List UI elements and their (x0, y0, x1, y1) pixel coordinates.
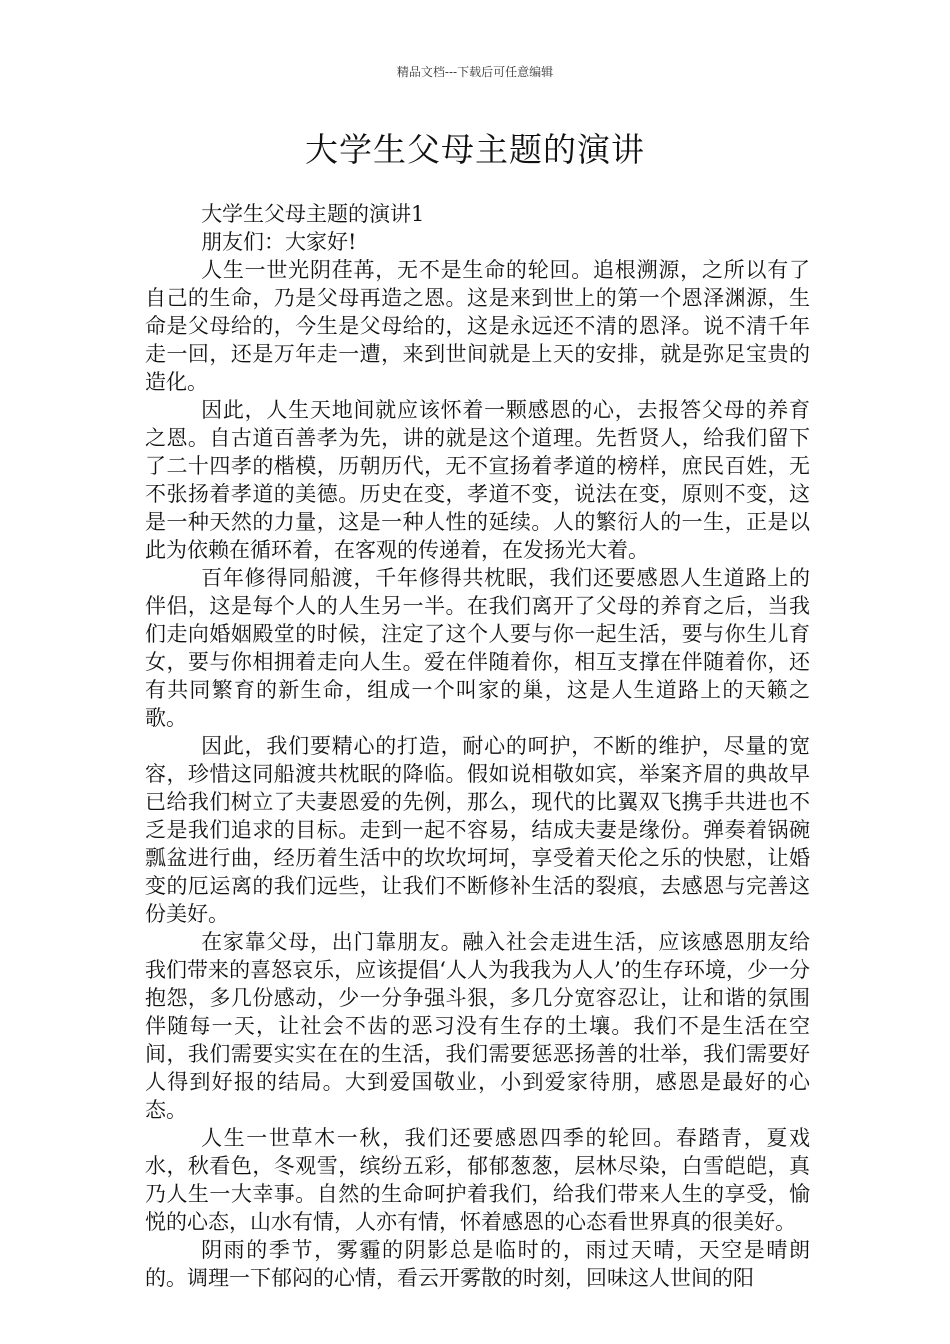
body-paragraph: 阴雨的季节，雾霾的阴影总是临时的，雨过天晴，天空是晴朗的。调理一下郁闷的心情，看云开雾散的时刻，回味这人世间的阳 (145, 1238, 810, 1290)
body-paragraph: 因此，人生天地间就应该怀着一颗感恩的心，去报答父母的养育之恩。自古道百善孝为先，讲的就是这个道理。先哲贤人，给我们留下了二十四孝的楷模，历朝历代，无不宣扬着孝道的榜样，庶民百姓，无不张扬着孝道的美德。历史在变，孝道不变，说法在变，原则不变，这是一种天然的力量，这是一种人性的延续。人的繁衍人的一生，正是以此为依赖在循环着，在客观的传递着，在发扬光大着。 (145, 398, 810, 562)
subtitle-paragraph: 大学生父母主题的演讲1 (201, 202, 425, 226)
body-paragraph: 人生一世草木一秋，我们还要感恩四季的轮回。春踏青，夏戏水，秋看色，冬观雪，缤纷五彩，郁郁葱葱，层林尽染，白雪皑皑，真乃人生一大幸事。自然的生命呵护着我们，给我们带来人生的享受，愉悦的心态，山水有情，人亦有情，怀着感恩的心态看世界真的很美好。 (145, 1126, 810, 1234)
page-header: 精品文档---下载后可任意编辑 (396, 65, 554, 79)
greeting-paragraph: 朋友们：大家好! (201, 230, 357, 254)
document-body (145, 200, 810, 1292)
body-paragraph: 在家靠父母，出门靠朋友。融入社会走进生活，应该感恩朋友给我们带来的喜怒哀乐，应该提倡‘人人为我我为人人’的生存环境，少一分抱怨，多几份感动，少一分争强斗狠，多几分宽容忍让，让和谐的氛围伴随每一天，让社会不齿的恶习没有生存的土壤。我们不是生活在空间，我们需要实实在在的生活，我们需要惩恶扬善的壮举，我们需要好人得到好报的结局。大到爱国敬业，小到爱家待朋，感恩是最好的心态。 (145, 930, 810, 1122)
body-paragraph: 因此，我们要精心的打造，耐心的呵护，不断的维护，尽量的宽容，珍惜这同船渡共枕眠的降临。假如说相敬如宾，举案齐眉的典故早已给我们树立了夫妻恩爱的先例，那么，现代的比翼双飞携手共进也不乏是我们追求的目标。走到一起不容易，结成夫妻是缘份。弹奏着锅碗瓢盆进行曲，经历着生活中的坎坎坷坷，享受着天伦之乐的快慰，让婚变的厄运离的我们远些，让我们不断修补生活的裂痕，去感恩与完善这份美好。 (145, 734, 810, 926)
document-title: 大学生父母主题的演讲 (305, 130, 645, 169)
body-paragraph: 百年修得同船渡，千年修得共枕眠，我们还要感恩人生道路上的伴侣，这是每个人的人生另一半。在我们离开了父母的养育之后，当我们走向婚姻殿堂的时候，注定了这个人要与你一起生活，要与你生儿育女，要与你相拥着走向人生。爱在伴随着你，相互支撑在伴随着你，还有共同繁育的新生命，组成一个叫家的巢，这是人生道路上的天籁之歌。 (145, 566, 810, 730)
body-paragraph: 人生一世光阴荏苒，无不是生命的轮回。追根溯源，之所以有了自己的生命，乃是父母再造之恩。这是来到世上的第一个恩泽渊源，生命是父母给的，今生是父母给的，这是永远还不清的恩泽。说不清千年走一回，还是万年走一遭，来到世间就是上天的安排，就是弥足宝贵的造化。 (145, 258, 810, 394)
